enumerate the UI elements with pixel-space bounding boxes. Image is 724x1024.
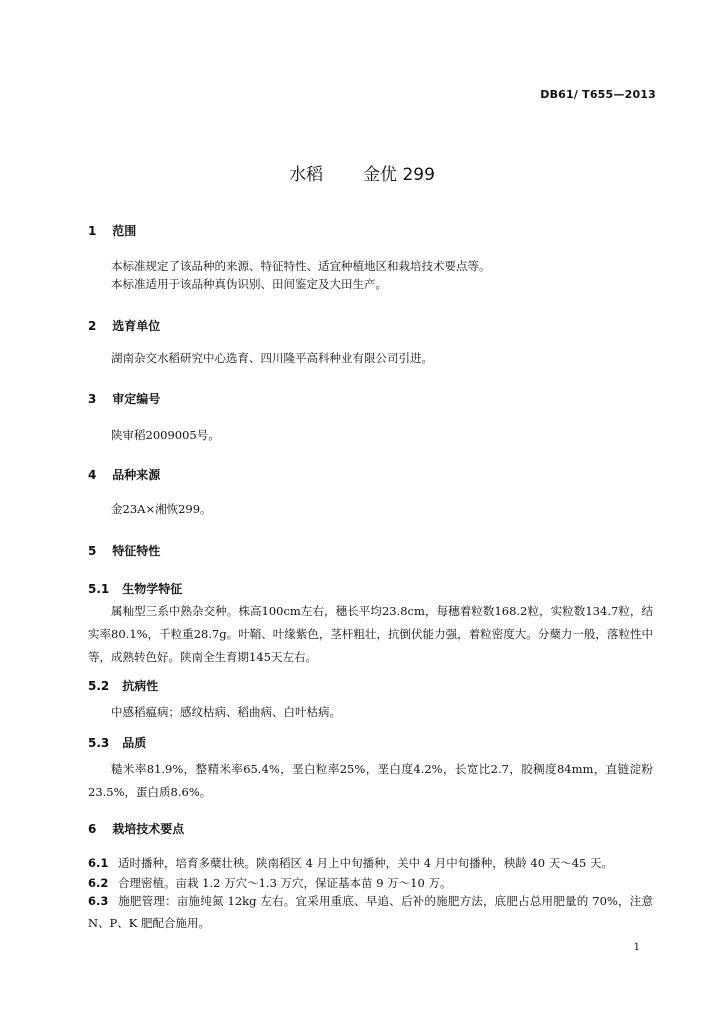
standard-number: DB61/ T655—2013 — [540, 88, 656, 101]
title-crop: 水稻 — [289, 165, 324, 185]
subsection-5-1-paragraph: 属籼型三系中熟杂交种。株高100cm左右，穗长平均23.8cm，每穗着粒数168.2粒，实粒数134.7粒，结实率80.1%，千粒重28.7g。叶鞘、叶缘紫色，茎杆粗壮，抗倒伏能力强，着粒密度大。分蘖力一般，落粒性中等，成熟转色好。陕南全生育期145天左右。 — [88, 604, 653, 664]
section-heading-4: 4 品种来源 — [88, 468, 161, 482]
section-heading-1: 1 范围 — [88, 224, 137, 238]
section-heading-5: 5 特征特性 — [88, 544, 161, 558]
section-1-paragraph-1: 本标准规定了该品种的来源、特征特性、适宜种植地区和栽培技术要点等。 — [111, 259, 491, 273]
section-4-paragraph: 金23A×湘恢299。 — [111, 502, 212, 516]
clause-6-2: 6.2 合理密植。亩栽 1.2 万穴～1.3 万穴，保证基本苗 9 万～10 万。 — [88, 876, 452, 890]
clause-6-3: 6.3 施肥管理：亩施纯氮 12kg 左右。宜采用重底、早追、后补的施肥方法，底肥占总用肥量的 70%，注意 N、P、K 肥配合施用。 — [88, 894, 653, 930]
subsection-heading-5-2: 5.2 抗病性 — [88, 679, 159, 693]
document-title — [0, 160, 724, 185]
subsection-5-3-paragraph: 糙米率81.9%，整精米率65.4%，垩白粒率25%，垩白度4.2%，长宽比2.7，胶稠度84mm，直链淀粉23.5%，蛋白质8.6%。 — [88, 762, 653, 799]
title-variety: 金优 299 — [363, 165, 435, 185]
section-3-paragraph: 陕审稻2009005号。 — [111, 428, 220, 442]
section-heading-3: 3 审定编号 — [88, 392, 161, 406]
subsection-heading-5-1: 5.1 生物学特征 — [88, 582, 183, 596]
page-number: 1 — [633, 942, 640, 953]
subsection-5-2-paragraph: 中感稻瘟病；感纹枯病、稻曲病、白叶枯病。 — [111, 705, 341, 719]
section-1-paragraph-2: 本标准适用于该品种真伪识别、田间鉴定及大田生产。 — [111, 277, 387, 291]
subsection-heading-5-3: 5.3 品质 — [88, 736, 147, 750]
section-heading-6: 6 栽培技术要点 — [88, 822, 185, 836]
section-2-paragraph: 湖南杂交水稻研究中心选育、四川隆平高科种业有限公司引进。 — [111, 351, 433, 365]
section-heading-2: 2 选育单位 — [88, 319, 161, 333]
clause-6-1: 6.1 适时播种，培育多蘖壮秧。陕南稻区 4 月上中旬播种，关中 4 月中旬播种，秧龄 40 天～45 天。 — [88, 856, 613, 870]
